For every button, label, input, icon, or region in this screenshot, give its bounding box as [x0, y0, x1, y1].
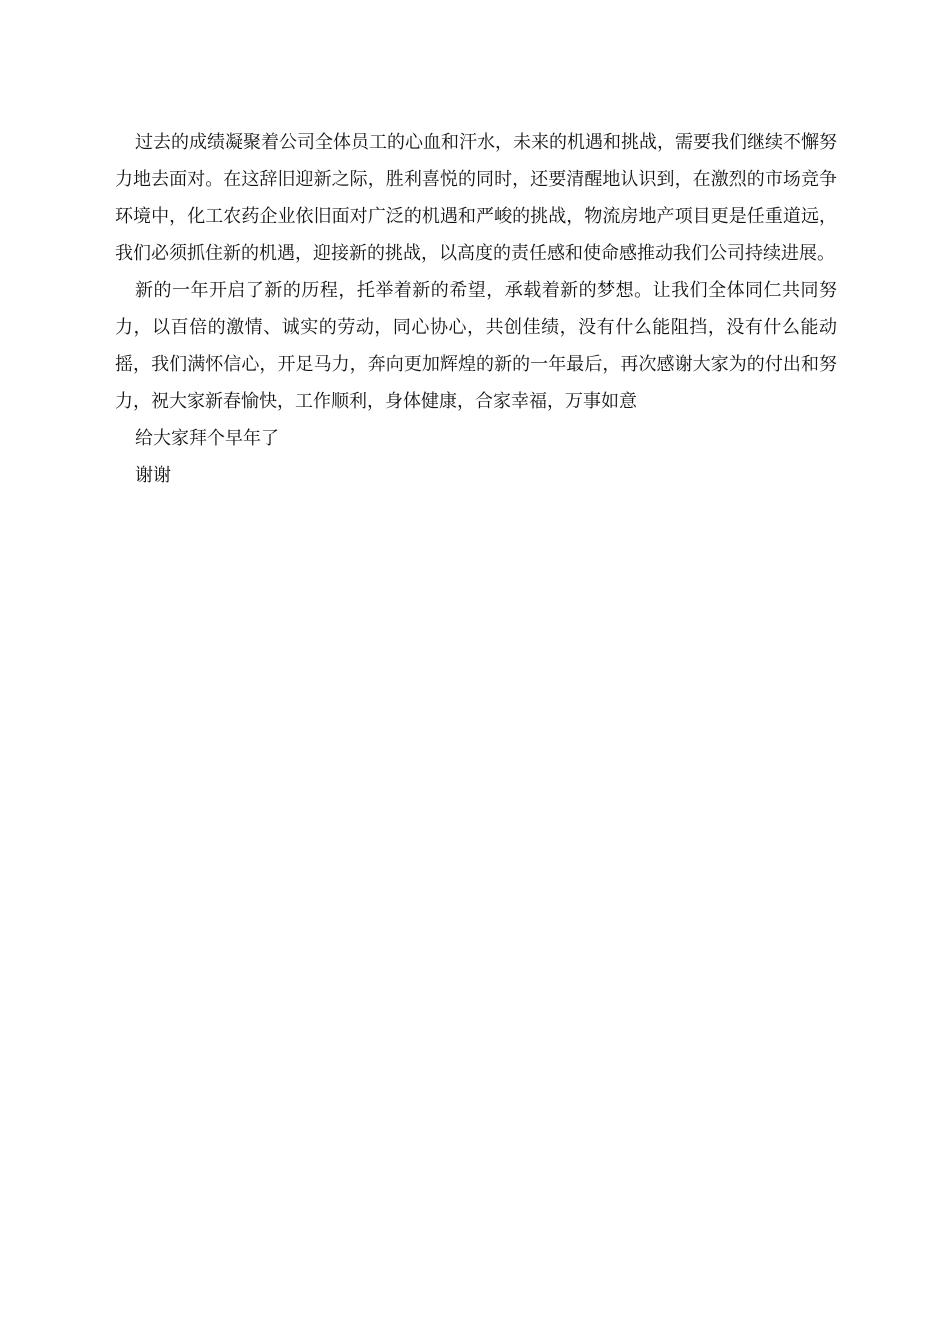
paragraph-thanks: 谢谢 [135, 465, 171, 486]
paragraph-greeting: 给大家拜个早年了 [135, 428, 279, 449]
paragraph-review-and-outlook: 过去的成绩凝聚着公司全体员工的心血和汗水，未来的机遇和挑战，需要我们继续不懈努力地去面对。在这辞旧迎新之际，胜利喜悦的同时，还要清醒地认识到，在激烈的市场竞争环境中，化工农药企业依旧面对广泛的机遇和严峻的挑战，物流房地产项目更是任重道远，我们必须抓住新的机遇，迎接新的挑战，以高度的责任感和使命感推动我们公司持续进展。 [115, 132, 837, 264]
document-body [115, 124, 837, 494]
paragraph-new-year-wishes: 新的一年开启了新的历程，托举着新的希望，承载着新的梦想。让我们全体同仁共同努力，以百倍的激情、诚实的劳动，同心协心，共创佳绩，没有什么能阻挡，没有什么能动摇，我们满怀信心，开足马力，奔向更加辉煌的新的一年最后，再次感谢大家为的付出和努力，祝大家新春愉快，工作顺利，身体健康，合家幸福，万事如意 [115, 280, 837, 412]
